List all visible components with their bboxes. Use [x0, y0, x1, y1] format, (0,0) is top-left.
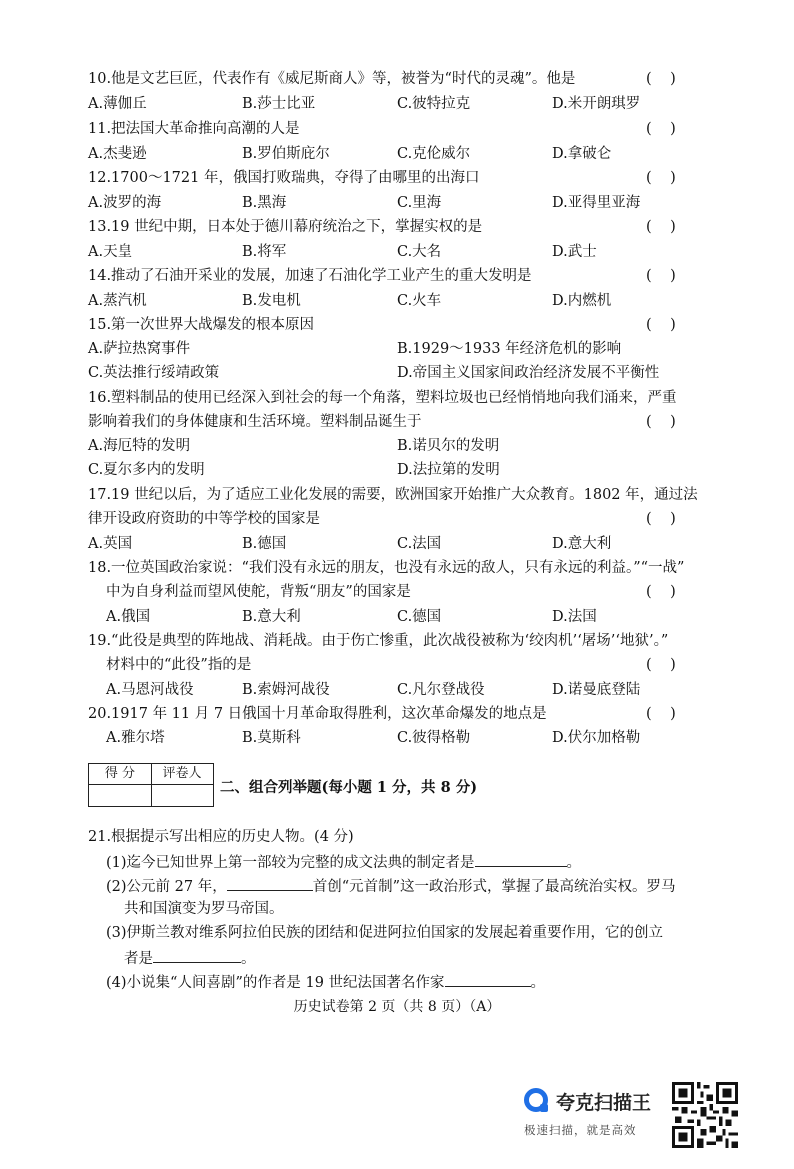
option-a: A.波罗的海 — [88, 195, 162, 211]
option-c: C.凡尔登战役 — [397, 682, 485, 698]
option-d: D.武士 — [552, 244, 597, 260]
option-a: A.天皇 — [88, 244, 133, 260]
question-19-stem: 19.“此役是典型的阵地战、消耗战。由于伤亡惨重，此次战役被称为‘绞肉机’‘屠场’‘地狱’。” — [88, 633, 669, 649]
option-b: B.发电机 — [242, 293, 301, 309]
q21-item-2-cont: 共和国演变为罗马帝国。 — [124, 901, 284, 917]
q21-item-4: (4)小说集“人间喜剧”的作者是 19 世纪法国著名作家 。 — [106, 972, 545, 992]
answer-paren: ( ) — [646, 657, 676, 673]
question-10-stem: 10.他是文艺巨匠，代表作有《威尼斯商人》等，被誉为“时代的灵魂”。他是 — [88, 71, 576, 87]
option-c: C.德国 — [397, 609, 442, 625]
answer-paren: ( ) — [646, 268, 676, 284]
option-b: B.黑海 — [242, 195, 287, 211]
scanner-logo-icon — [524, 1088, 548, 1112]
option-d: D.诺曼底登陆 — [552, 682, 641, 698]
option-c: C.夏尔多内的发明 — [88, 462, 205, 478]
option-a: A.海厄特的发明 — [88, 438, 191, 454]
grader-header: 评卷人 — [162, 766, 202, 781]
option-b: B.意大利 — [242, 609, 301, 625]
question-19-stem-cont: 材料中的“此役”指的是 — [106, 657, 252, 673]
option-a: A.英国 — [88, 536, 133, 552]
option-b: B.莎士比亚 — [242, 96, 316, 112]
score-header: 得 分 — [104, 766, 136, 781]
option-c: C.火车 — [397, 293, 442, 309]
option-b: B.诺贝尔的发明 — [397, 438, 500, 454]
question-13-stem: 13.19 世纪中期，日本处于德川幕府统治之下，掌握实权的是 — [88, 219, 483, 235]
question-17-stem: 17.19 世纪以后，为了适应工业化发展的需要，欧洲国家开始推广大众教育。1802 年，通过法 — [88, 487, 698, 503]
answer-blank[interactable] — [475, 852, 567, 867]
option-d: D.米开朗琪罗 — [552, 96, 641, 112]
option-c: C.彼得格勒 — [397, 730, 471, 746]
section-2-title: 二、组合列举题(每小题 1 分，共 8 分) — [220, 779, 478, 796]
qr-code-icon — [672, 1082, 738, 1148]
option-d: D.亚得里亚海 — [552, 195, 641, 211]
option-d: D.意大利 — [552, 536, 612, 552]
answer-paren: ( ) — [646, 706, 676, 722]
question-11-stem: 11.把法国大革命推向高潮的人是 — [88, 121, 300, 137]
scanner-app-name: 夸克扫描王 — [556, 1092, 652, 1114]
scanner-slogan: 极速扫描，就是高效 — [524, 1123, 637, 1137]
option-b: B.罗伯斯庇尔 — [242, 146, 330, 162]
answer-paren: ( ) — [646, 317, 676, 333]
answer-blank[interactable] — [227, 876, 313, 891]
question-15-stem: 15.第一次世界大战爆发的根本原因 — [88, 317, 315, 333]
q21-item-1: (1)迄今已知世界上第一部较为完整的成文法典的制定者是 。 — [106, 852, 581, 872]
q21-item-2: (2)公元前 27 年， 首创“元首制”这一政治形式，掌握了最高统治实权。罗马 — [106, 876, 676, 896]
answer-paren: ( ) — [646, 414, 676, 430]
option-a: A.俄国 — [106, 609, 151, 625]
question-21-stem: 21.根据提示写出相应的历史人物。(4 分) — [88, 829, 354, 845]
option-a: A.马恩河战役 — [106, 682, 194, 698]
question-16-stem-cont: 影响着我们的身体健康和生活环境。塑料制品诞生于 — [88, 414, 422, 430]
option-a: A.雅尔塔 — [106, 730, 165, 746]
option-a: A.萨拉热窝事件 — [88, 341, 191, 357]
score-table — [88, 763, 214, 807]
answer-paren: ( ) — [646, 584, 676, 600]
answer-paren: ( ) — [646, 170, 676, 186]
option-b: B.德国 — [242, 536, 287, 552]
option-d: D.内燃机 — [552, 293, 612, 309]
option-c: C.大名 — [397, 244, 442, 260]
option-b: B.莫斯科 — [242, 730, 301, 746]
answer-paren: ( ) — [646, 511, 676, 527]
option-a: A.杰斐逊 — [88, 146, 147, 162]
answer-paren: ( ) — [646, 219, 676, 235]
answer-paren: ( ) — [646, 121, 676, 137]
question-16-stem: 16.塑料制品的使用已经深入到社会的每一个角落，塑料垃圾也已经悄悄地向我们涌来，严重 — [88, 390, 677, 406]
answer-blank[interactable] — [445, 972, 531, 987]
option-d: D.伏尔加格勒 — [552, 730, 641, 746]
option-d: D.法国 — [552, 609, 597, 625]
q21-item-3-cont: 者是 。 — [124, 948, 256, 968]
option-c: C.法国 — [397, 536, 442, 552]
question-20-stem: 20.1917 年 11 月 7 日俄国十月革命取得胜利，这次革命爆发的地点是 — [88, 706, 547, 722]
page-footer: 历史试卷第 2 页（共 8 页）（A） — [293, 999, 501, 1015]
option-a: A.薄伽丘 — [88, 96, 147, 112]
answer-paren: ( ) — [646, 71, 676, 87]
option-d: D.帝国主义国家间政治经济发展不平衡性 — [397, 365, 660, 381]
option-c: C.克伦威尔 — [397, 146, 471, 162]
question-18-stem: 18.一位英国政治家说：“我们没有永远的朋友，也没有永远的敌人，只有永远的利益。”“一战” — [88, 560, 685, 576]
option-b: B.1929～1933 年经济危机的影响 — [397, 341, 622, 357]
option-c: C.里海 — [397, 195, 442, 211]
table-divider — [151, 764, 152, 806]
question-12-stem: 12.1700～1721 年，俄国打败瑞典，夺得了由哪里的出海口 — [88, 170, 480, 186]
scanner-watermark — [520, 1088, 670, 1148]
option-d: D.拿破仑 — [552, 146, 612, 162]
q21-item-3: (3)伊斯兰教对维系阿拉伯民族的团结和促进阿拉伯国家的发展起着重要作用，它的创立 — [106, 925, 664, 941]
option-b: B.索姆河战役 — [242, 682, 330, 698]
question-14-stem: 14.推动了石油开采业的发展，加速了石油化学工业产生的重大发明是 — [88, 268, 532, 284]
option-c: C.彼特拉克 — [397, 96, 471, 112]
question-17-stem-cont: 律开设政府资助的中等学校的国家是 — [88, 511, 320, 527]
question-18-stem-cont: 中为自身利益而望风使舵，背叛“朋友”的国家是 — [106, 584, 411, 600]
option-a: A.蒸汽机 — [88, 293, 147, 309]
option-c: C.英法推行绥靖政策 — [88, 365, 220, 381]
option-b: B.将军 — [242, 244, 287, 260]
answer-blank[interactable] — [153, 948, 241, 963]
option-d: D.法拉第的发明 — [397, 462, 500, 478]
